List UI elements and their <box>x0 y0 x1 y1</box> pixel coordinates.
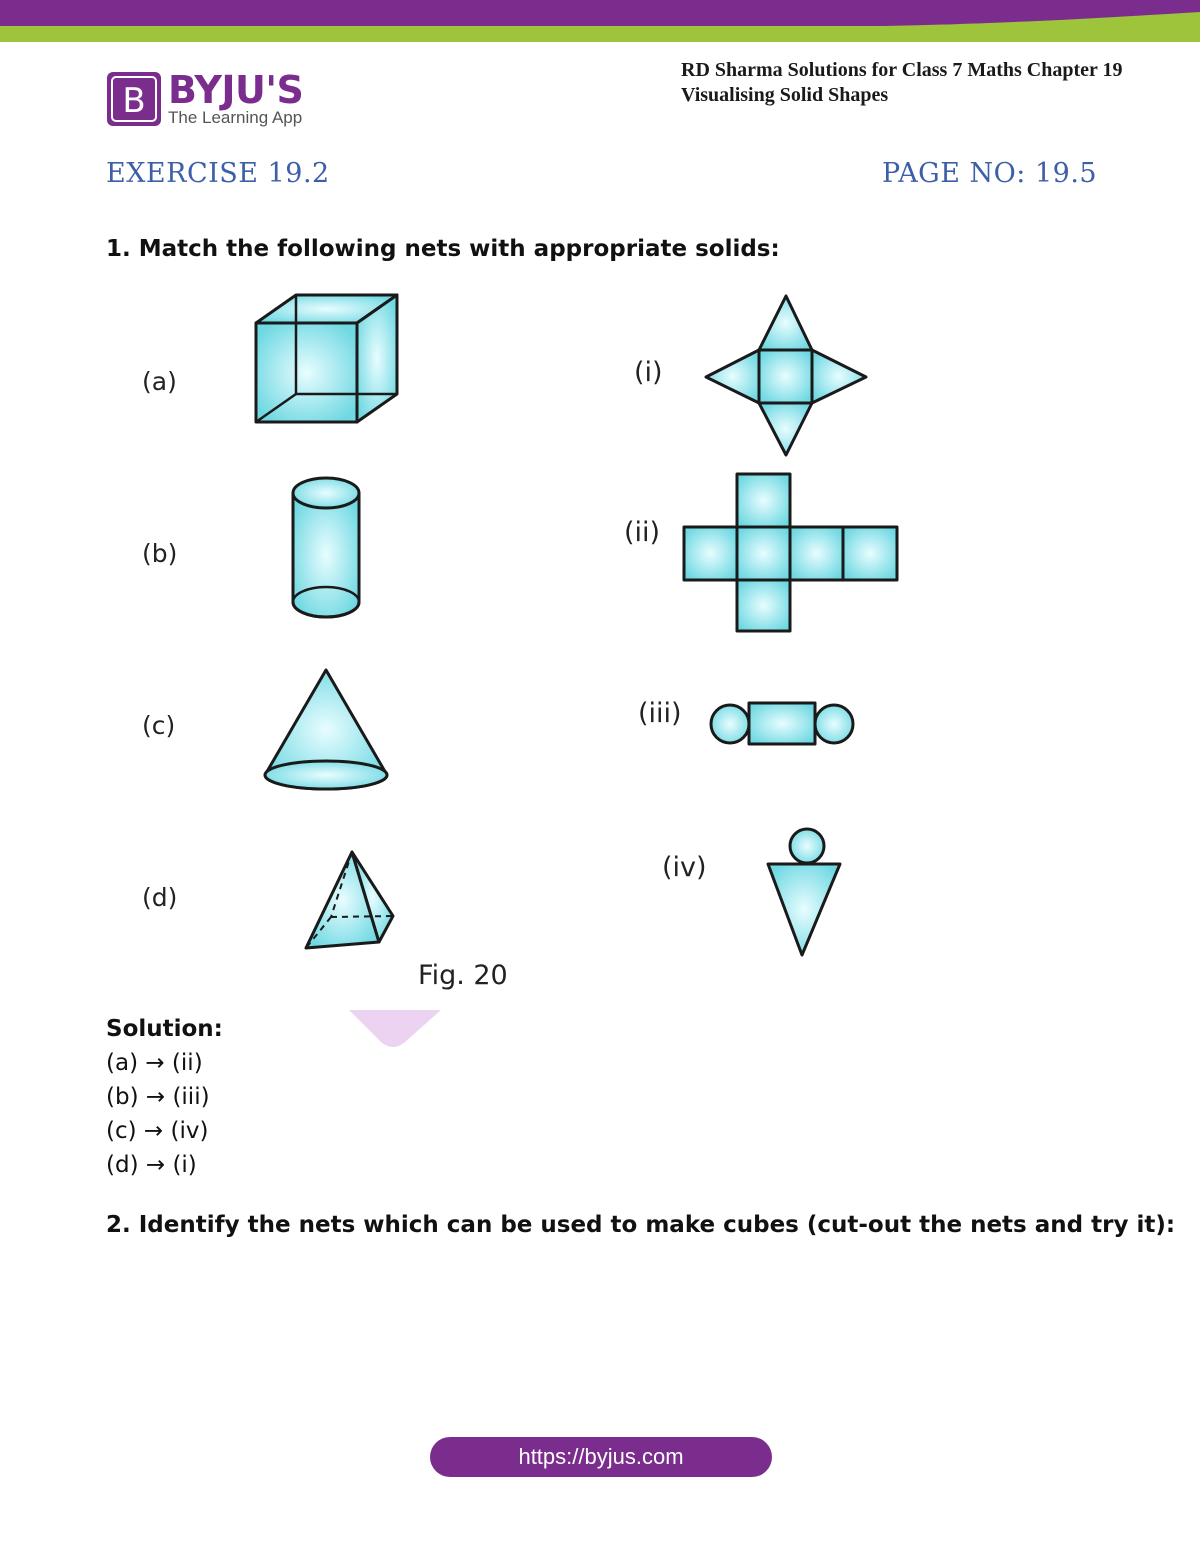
net-label-iv: (iv) <box>662 852 707 883</box>
top-color-band <box>0 0 1200 42</box>
cone-icon <box>265 670 387 789</box>
solution-block <box>106 1012 223 1182</box>
cube-icon <box>256 295 397 422</box>
solution-line: (b) → (iii) <box>106 1084 210 1110</box>
brand-tagline: The Learning App <box>168 108 303 127</box>
question-1: 1. Match the following nets with appropriate solids: <box>106 236 780 262</box>
pyramid-net-icon <box>706 296 866 455</box>
net-label-iii: (iii) <box>638 698 682 729</box>
solution-line: (c) → (iv) <box>106 1118 209 1144</box>
solid-label-a: (a) <box>142 367 177 396</box>
exercise-heading: EXERCISE 19.2 <box>106 158 330 189</box>
cube-net-icon <box>684 474 897 631</box>
logo-letter: B <box>122 81 146 121</box>
nets-solids-figure <box>0 280 1200 1000</box>
brand-name: BYJU'S <box>168 68 304 112</box>
footer-url-link[interactable]: https://byjus.com <box>430 1437 772 1477</box>
logo-mark-icon <box>106 68 168 130</box>
byjus-logo <box>106 68 316 130</box>
net-label-ii: (ii) <box>624 517 661 548</box>
solution-line: (a) → (ii) <box>106 1050 203 1076</box>
net-label-i: (i) <box>634 357 663 388</box>
cylinder-net-icon <box>711 703 853 744</box>
solution-title: Solution: <box>106 1016 223 1042</box>
page-number: PAGE NO: 19.5 <box>882 158 1098 189</box>
figure-caption: Fig. 20 <box>418 960 508 991</box>
pyramid-icon <box>306 852 393 948</box>
watermark-shape <box>347 1008 443 1050</box>
solution-line: (d) → (i) <box>106 1152 197 1178</box>
document-subtitle: Visualising Solid Shapes <box>681 84 889 106</box>
question-2: 2. Identify the nets which can be used to make cubes (cut-out the nets and try it): <box>106 1212 1176 1238</box>
solid-label-c: (c) <box>142 711 176 740</box>
solid-label-d: (d) <box>142 883 178 912</box>
solid-label-b: (b) <box>142 539 178 568</box>
cone-net-icon <box>768 829 840 955</box>
cylinder-icon <box>293 478 359 617</box>
document-title: RD Sharma Solutions for Class 7 Maths Chapter 19 <box>681 59 1123 81</box>
